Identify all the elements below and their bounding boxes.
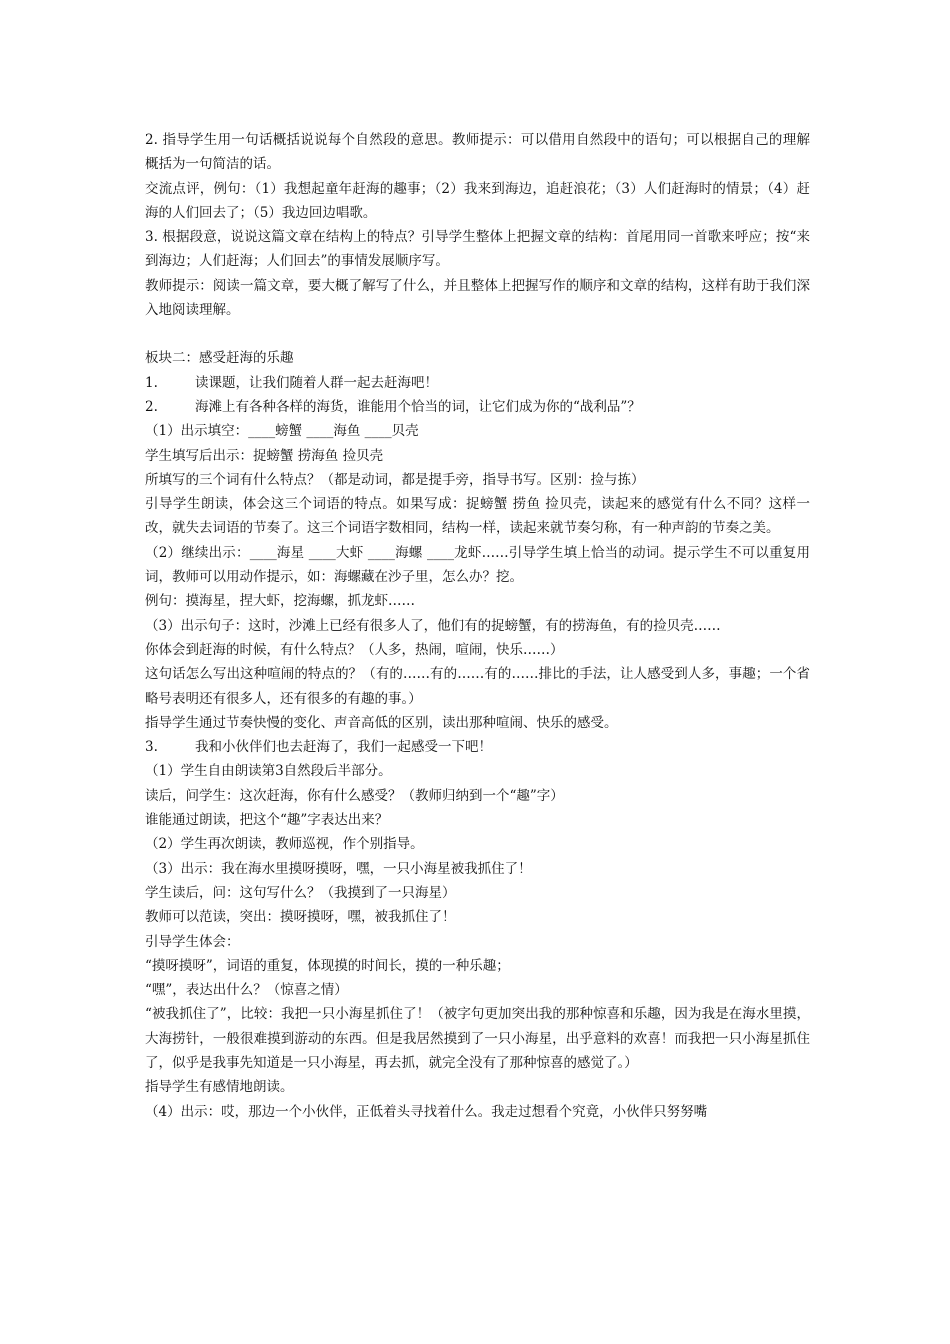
list-text: 我和小伙伴们也去赶海了，我们一起感受一下吧！ (195, 739, 492, 756)
paragraph-teacher-tip: 教师提示：阅读一篇文章，要大概了解写了什么，并且整体上把握写作的顺序和文章的结构，这样有助于我们深入地阅读理解。 (145, 277, 810, 319)
list-number: 2. (145, 398, 158, 415)
paragraph-model-reading: 教师可以范读，突出：摸呀摸呀，嘿，被我抓住了！ (145, 909, 456, 926)
list-item-1 (145, 371, 810, 395)
paragraph-passive-comparison: “被我抓住了”，比较：我把一只小海星抓住了！（被字句更加突出我的那种惊喜和乐趣，因为我是在海水里摸，大海捞针，一般很难摸到游动的东西。但是我居然摸到了一只小海星，出乎意料的欢喜！而我把一只小海星抓住了，似乎是我事先知道是一只小海星，再去抓，就完全没有了那种惊喜的感觉了。） (145, 1006, 810, 1071)
paragraph-word-features: 所填写的三个词有什么特点？（都是动词，都是提手旁，指导书写。区别：捡与拣） (145, 471, 645, 488)
paragraph-example-sentences: 交流点评，例句：（1）我想起童年赶海的趣事；（2）我来到海边，追赶浪花；（3）人们赶海时的情景；（4）赶海的人们回去了；（5）我边回边唱歌。 (145, 180, 810, 221)
list-number: 3. (145, 739, 158, 756)
paragraph-companion-display: （4）出示：哎，那边一个小伙伴，正低着头寻找着什么。我走过想看个究竟，小伙伴只努努嘴 (145, 1103, 708, 1120)
paragraph-starfish-sentence: （3）出示：我在海水里摸呀摸呀，嘿，一只小海星被我抓住了！ (145, 860, 532, 877)
paragraph-feeling-question: 读后，问学生：这次赶海，你有什么感受？（教师归纳到一个“趣”字） (145, 787, 564, 804)
list-item-2 (145, 395, 810, 419)
document-body (145, 128, 810, 1124)
paragraph-emotional-reading: 指导学生有感情地朗读。 (145, 1079, 294, 1096)
paragraph-fill-answers: 学生填写后出示：捉螃蟹 捞海鱼 捡贝壳 (145, 447, 384, 464)
list-text: 海滩上有各种各样的海货，谁能用个恰当的词，让它们成为你的“战利品”？ (195, 398, 641, 415)
paragraph-structure-question: 3. 根据段意，说说这篇文章在结构上的特点？引导学生整体上把握文章的结构：首尾用同一首歌来呼应；按“来到海边；人们赶海；人们回去”的事情发展顺序写。 (145, 229, 810, 270)
paragraph-fill-blank-2: （2）继续出示：____海星 ____大虾 ____海螺 ____龙虾……引导学生填上恰当的动词。提示学生不可以重复用词，教师可以用动作提示，如：海螺藏在沙子里，怎么办？挖。 (145, 544, 810, 586)
list-item-3 (145, 735, 810, 759)
paragraph-reading-rhythm: 引导学生朗读，体会这三个词语的特点。如果写成：捉螃蟹 捞鱼 捡贝壳，读起来的感觉有什么不同？这样一改，就失去词语的节奏了。这三个词语字数相同，结构一样，读起来就节奏匀称，有一种声韵的节奏之美。 (145, 496, 810, 537)
paragraph-reading-guidance: 指导学生通过节奏快慢的变化、声音高低的区别，读出那种喧闹、快乐的感受。 (145, 714, 618, 731)
paragraph-example-verbs: 例句：摸海星，捏大虾，挖海螺，抓龙虾…… (145, 593, 415, 610)
paragraph-summary-instruction: 2. 指导学生用一句话概括说说每个自然段的意思。教师提示：可以借用自然段中的语句；可以根据自己的理解概括为一句简洁的话。 (145, 132, 810, 173)
paragraph-repetition: “摸呀摸呀”，词语的重复，体现摸的时间长，摸的一种乐趣； (145, 957, 510, 974)
paragraph-free-reading: （1）学生自由朗读第3自然段后半部分。 (145, 763, 392, 780)
paragraph-parallelism: 这句话怎么写出这种喧闹的特点的？（有的……有的……有的……排比的手法，让人感受到人多，事趣；一个省略号表明还有很多人，还有很多的有趣的事。） (145, 666, 810, 707)
paragraph-guide-experience: 引导学生体会： (145, 933, 240, 950)
blank-line (145, 322, 810, 346)
paragraph-express-fun: 谁能通过朗读，把这个“趣”字表达出来？ (145, 812, 389, 829)
section-title: 板块二：感受赶海的乐趣 (145, 350, 294, 367)
list-text: 读课题，让我们随着人群一起去赶海吧！ (195, 374, 438, 391)
paragraph-fill-blank-1: （1）出示填空：____螃蟹 ____海鱼 ____贝壳 (145, 423, 419, 440)
paragraph-sentence-display: （3）出示句子：这时，沙滩上已经有很多人了，他们有的捉螃蟹，有的捞海鱼，有的捡贝壳…… (145, 617, 721, 634)
paragraph-features-question: 你体会到赶海的时候，有什么特点？（人多，热闹，喧闹，快乐……） (145, 641, 564, 658)
paragraph-what-question: 学生读后，问：这句写什么？（我摸到了一只海星） (145, 884, 456, 901)
paragraph-hey: “嘿”，表达出什么？（惊喜之情） (145, 982, 348, 999)
paragraph-reread: （2）学生再次朗读，教师巡视，作个别指导。 (145, 836, 424, 853)
list-number: 1. (145, 374, 158, 391)
